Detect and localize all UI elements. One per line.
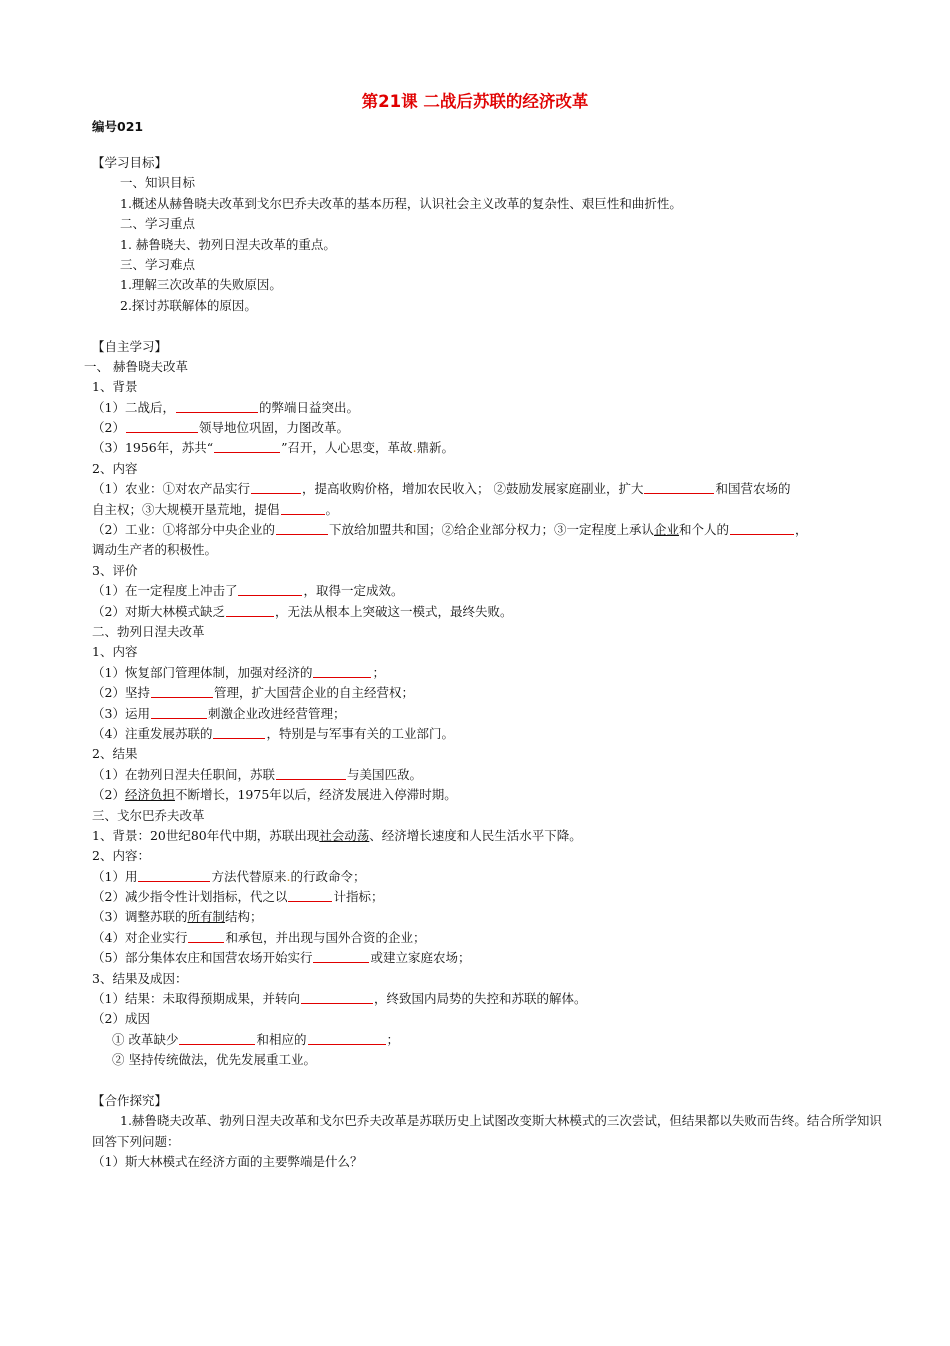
s3-content-1 bbox=[92, 867, 882, 887]
s3-cause-2: ② 坚持传统做法，优先发展重工业。 bbox=[112, 1052, 316, 1068]
fill-blank[interactable] bbox=[126, 419, 198, 433]
coop-question-1-1: （1）斯大林模式在经济方面的主要弊端是什么？ bbox=[92, 1154, 363, 1170]
text: 或建立家庭农场； bbox=[370, 950, 471, 966]
text: 与美国匹敌。 bbox=[346, 766, 422, 782]
fill-blank[interactable] bbox=[179, 1031, 255, 1045]
document-code: 编号021 bbox=[92, 119, 144, 134]
s2-result-1 bbox=[92, 765, 882, 785]
text: 刺激企业改进经营管理； bbox=[207, 705, 346, 721]
section-1-content: 2、内容 bbox=[92, 460, 138, 476]
s1-content-1-cont bbox=[92, 500, 882, 520]
section-3-content: 2、内容： bbox=[92, 848, 150, 864]
fill-blank[interactable] bbox=[151, 684, 213, 698]
s2-content-2 bbox=[92, 683, 882, 703]
mark-dot: . bbox=[286, 868, 291, 884]
text: 鼎新。 bbox=[416, 440, 455, 456]
s2-result-2 bbox=[92, 785, 882, 805]
text: （4）对企业实行 bbox=[92, 929, 188, 945]
text: 和承包，并出现与国外合资的企业； bbox=[225, 929, 426, 945]
fill-blank[interactable] bbox=[176, 399, 258, 413]
s3-cause-1 bbox=[92, 1030, 882, 1050]
s2-content-4 bbox=[92, 724, 882, 744]
fill-blank[interactable] bbox=[288, 888, 332, 902]
text: （2） bbox=[92, 420, 125, 436]
fill-blank[interactable] bbox=[313, 949, 369, 963]
goals-knowledge-1: 1.概述从赫鲁晓夫改革到戈尔巴乔夫改革的基本历程，认识社会主义改革的复杂性、艰巨性和曲折性。 bbox=[120, 195, 682, 211]
fill-blank[interactable] bbox=[276, 766, 346, 780]
s2-content-1 bbox=[92, 663, 882, 683]
self-study-heading: 【自主学习】 bbox=[92, 338, 168, 354]
document-title: 第21课 二战后苏联的经济改革 bbox=[361, 92, 589, 111]
text: （1）用 bbox=[92, 868, 138, 884]
text: 结构； bbox=[224, 909, 263, 925]
text: （2）对斯大林模式缺乏 bbox=[92, 603, 225, 619]
text: 管理，扩大国营企业的自主经营权； bbox=[213, 685, 414, 701]
fill-blank[interactable] bbox=[188, 929, 224, 943]
text: ； bbox=[372, 664, 385, 680]
coop-question-1: 1.赫鲁晓夫改革、勃列日涅夫改革和戈尔巴乔夫改革是苏联历史上试图改变斯大林模式的三次尝试，但结果都以失败而告终。结合所学知识回答下列问题： bbox=[92, 1113, 882, 1149]
text: ① 改革缺少 bbox=[112, 1031, 179, 1047]
text: （5）部分集体农庄和国营农场开始实行 bbox=[92, 950, 313, 966]
s3-result-2: （2）成因 bbox=[92, 1011, 150, 1027]
text: （3）运用 bbox=[92, 705, 150, 721]
underlined-term: 企业 bbox=[653, 522, 679, 538]
fill-blank[interactable] bbox=[308, 1031, 386, 1045]
text: （1）二战后， bbox=[92, 399, 175, 415]
fill-blank[interactable] bbox=[301, 990, 373, 1004]
document-body bbox=[84, 153, 882, 1173]
text: 的行政命令； bbox=[290, 868, 366, 884]
s3-content-2 bbox=[92, 887, 882, 907]
text: （1）恢复部门管理体制，加强对经济的 bbox=[92, 664, 313, 680]
text: 自主权；③大规模开垦荒地，提倡 bbox=[92, 501, 280, 517]
text: ，终致国内局势的失控和苏联的解体。 bbox=[373, 991, 587, 1007]
text: 计指标； bbox=[333, 889, 384, 905]
section-2-result: 2、结果 bbox=[92, 746, 138, 762]
fill-blank[interactable] bbox=[730, 521, 794, 535]
text: ，特别是与军事有关的工业部门。 bbox=[266, 725, 454, 741]
underlined-term: 社会动荡 bbox=[319, 827, 370, 843]
goals-difficulties: 三、学习难点 bbox=[120, 256, 196, 272]
s1-bg-2 bbox=[92, 418, 882, 438]
fill-blank[interactable] bbox=[213, 725, 265, 739]
fill-blank[interactable] bbox=[644, 480, 714, 494]
section-2-title: 二、勃列日涅夫改革 bbox=[92, 623, 205, 639]
s1-bg-1 bbox=[92, 398, 882, 418]
s3-content-4 bbox=[92, 928, 882, 948]
s1-content-2 bbox=[92, 520, 882, 540]
text: 的弊端日益突出。 bbox=[258, 399, 359, 415]
goals-diff-1: 1.理解三次改革的失败原因。 bbox=[120, 277, 282, 293]
fill-blank[interactable] bbox=[214, 439, 280, 453]
text: 不断增长，1975年以后，经济发展进入停滞时期。 bbox=[174, 787, 457, 803]
underlined-term: 所有制 bbox=[187, 909, 225, 925]
s1-eval-2 bbox=[92, 602, 882, 622]
goals-key-points: 二、学习重点 bbox=[120, 216, 196, 232]
spacer bbox=[92, 316, 882, 336]
text: ； bbox=[386, 1031, 400, 1047]
text: 下放给加盟共和国；②给企业部分权力；③一定程度上承认 bbox=[328, 522, 654, 538]
goals-knowledge: 一、知识目标 bbox=[120, 175, 196, 191]
section-2-content: 1、内容 bbox=[92, 644, 138, 660]
section-1-title: 一、 赫鲁晓夫改革 bbox=[84, 358, 188, 374]
coop-heading: 【合作探究】 bbox=[92, 1092, 168, 1108]
goals-key-1: 1. 赫鲁晓夫、勃列日涅夫改革的重点。 bbox=[120, 236, 336, 252]
goals-heading: 【学习目标】 bbox=[92, 155, 168, 170]
fill-blank[interactable] bbox=[276, 521, 328, 535]
text: （3）1956年，苏共“ bbox=[92, 440, 214, 456]
text: （2） bbox=[92, 787, 125, 803]
text: 。 bbox=[325, 501, 339, 517]
text: 方法代替原来 bbox=[211, 868, 287, 884]
section-3-result: 3、结果及成因： bbox=[92, 970, 188, 986]
fill-blank[interactable] bbox=[138, 868, 210, 882]
s1-content-1 bbox=[92, 479, 882, 499]
text: （1）结果：未取得预期成果，并转向 bbox=[92, 991, 300, 1007]
s1-bg-3 bbox=[92, 438, 882, 458]
mark-dot: . bbox=[412, 440, 417, 456]
text: （1）在勃列日涅夫任职间，苏联 bbox=[92, 766, 275, 782]
text: ，无法从根本上突破这一模式，最终失败。 bbox=[274, 603, 513, 619]
text: （3）调整苏联的 bbox=[92, 909, 188, 925]
s1-content-2-cont: 调动生产者的积极性。 bbox=[92, 542, 218, 558]
text: ， bbox=[795, 522, 808, 538]
text: ，取得一定成效。 bbox=[303, 583, 404, 599]
text: 1、背景：20世纪80年代中期，苏联出现 bbox=[92, 827, 320, 843]
text: （2）减少指令性计划指标，代之以 bbox=[92, 889, 288, 905]
text: （2）工业：①将部分中央企业的 bbox=[92, 522, 275, 538]
fill-blank[interactable] bbox=[251, 480, 301, 494]
text: ，提高收购价格，增加农民收入； ②鼓励发展家庭副业，扩大 bbox=[301, 481, 644, 497]
section-3-title: 三、戈尔巴乔夫改革 bbox=[92, 807, 205, 823]
s3-background bbox=[92, 826, 882, 846]
s3-content-3 bbox=[92, 907, 882, 927]
s1-eval-1 bbox=[92, 581, 882, 601]
section-1-background: 1、背景 bbox=[92, 379, 138, 395]
section-1-evaluation: 3、评价 bbox=[92, 562, 138, 578]
fill-blank[interactable] bbox=[238, 582, 302, 596]
fill-blank[interactable] bbox=[226, 603, 274, 617]
text: （4）注重发展苏联的 bbox=[92, 725, 213, 741]
text: （1）农业：①对农产品实行 bbox=[92, 481, 250, 497]
s3-result-1 bbox=[92, 989, 882, 1009]
fill-blank[interactable] bbox=[281, 501, 325, 515]
fill-blank[interactable] bbox=[151, 705, 207, 719]
fill-blank[interactable] bbox=[313, 664, 371, 678]
text: 和个人的 bbox=[679, 522, 730, 538]
text: 、经济增长速度和人民生活水平下降。 bbox=[369, 827, 582, 843]
text: ”召开，人心思变，革故 bbox=[281, 440, 413, 456]
spacer bbox=[92, 1071, 882, 1091]
text: 和国营农场的 bbox=[715, 481, 791, 497]
goals-diff-2: 2.探讨苏联解体的原因。 bbox=[120, 297, 257, 313]
text: 和相应的 bbox=[256, 1031, 307, 1047]
s2-content-3 bbox=[92, 704, 882, 724]
underlined-term: 经济负担 bbox=[124, 787, 175, 803]
text: 领导地位巩固，力图改革。 bbox=[198, 420, 349, 436]
s3-content-5 bbox=[92, 948, 882, 968]
text: （2）坚持 bbox=[92, 685, 150, 701]
text: （1）在一定程度上冲击了 bbox=[92, 583, 238, 599]
